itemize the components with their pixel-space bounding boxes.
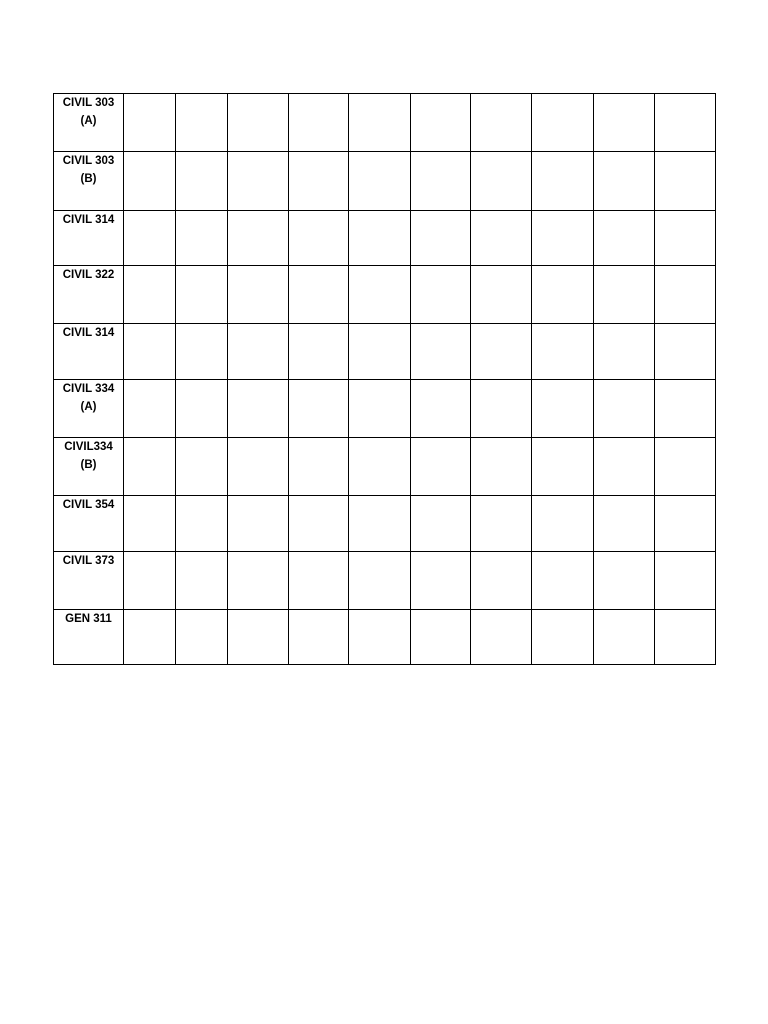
empty-cell bbox=[411, 496, 471, 552]
empty-cell bbox=[349, 266, 411, 324]
empty-cell bbox=[411, 552, 471, 610]
empty-cell bbox=[176, 324, 228, 380]
table-row bbox=[54, 610, 716, 665]
empty-cell bbox=[471, 380, 532, 438]
empty-cell bbox=[228, 211, 289, 266]
empty-cell bbox=[532, 324, 594, 380]
course-label: CIVIL 373 bbox=[62, 555, 115, 567]
empty-cell bbox=[411, 94, 471, 152]
empty-cell bbox=[532, 94, 594, 152]
empty-cell bbox=[471, 94, 532, 152]
empty-cell bbox=[124, 211, 176, 266]
empty-cell bbox=[289, 380, 349, 438]
row-label-cell bbox=[54, 496, 124, 552]
empty-cell bbox=[411, 324, 471, 380]
empty-cell bbox=[289, 552, 349, 610]
empty-cell bbox=[532, 380, 594, 438]
empty-cell bbox=[349, 94, 411, 152]
empty-cell bbox=[176, 380, 228, 438]
row-label-cell bbox=[54, 610, 124, 665]
empty-cell bbox=[289, 324, 349, 380]
empty-cell bbox=[594, 324, 655, 380]
table-row bbox=[54, 438, 716, 496]
empty-cell bbox=[349, 152, 411, 211]
course-label: CIVIL 334 (A) bbox=[62, 383, 115, 413]
empty-cell bbox=[594, 438, 655, 496]
empty-cell bbox=[594, 496, 655, 552]
table-row bbox=[54, 552, 716, 610]
empty-cell bbox=[124, 266, 176, 324]
empty-cell bbox=[655, 94, 716, 152]
row-label-cell bbox=[54, 211, 124, 266]
empty-cell bbox=[124, 324, 176, 380]
empty-cell bbox=[471, 324, 532, 380]
empty-cell bbox=[349, 324, 411, 380]
table-row bbox=[54, 94, 716, 152]
empty-cell bbox=[532, 610, 594, 665]
empty-cell bbox=[471, 266, 532, 324]
empty-cell bbox=[228, 324, 289, 380]
empty-cell bbox=[471, 438, 532, 496]
empty-cell bbox=[471, 552, 532, 610]
empty-cell bbox=[228, 380, 289, 438]
empty-cell bbox=[594, 211, 655, 266]
table-row bbox=[54, 496, 716, 552]
empty-cell bbox=[176, 266, 228, 324]
empty-cell bbox=[471, 211, 532, 266]
empty-cell bbox=[532, 266, 594, 324]
empty-cell bbox=[594, 610, 655, 665]
empty-cell bbox=[532, 496, 594, 552]
empty-cell bbox=[228, 94, 289, 152]
empty-cell bbox=[228, 552, 289, 610]
empty-cell bbox=[176, 552, 228, 610]
empty-cell bbox=[349, 496, 411, 552]
row-label-cell bbox=[54, 94, 124, 152]
table-row bbox=[54, 324, 716, 380]
course-label: CIVIL 322 bbox=[62, 269, 115, 281]
course-schedule-table bbox=[53, 93, 716, 665]
empty-cell bbox=[655, 266, 716, 324]
empty-cell bbox=[228, 610, 289, 665]
empty-cell bbox=[176, 152, 228, 211]
empty-cell bbox=[349, 610, 411, 665]
table-row bbox=[54, 380, 716, 438]
empty-cell bbox=[411, 438, 471, 496]
empty-cell bbox=[289, 266, 349, 324]
course-label: CIVIL334 (B) bbox=[64, 441, 113, 471]
empty-cell bbox=[124, 438, 176, 496]
empty-cell bbox=[289, 496, 349, 552]
row-label-cell bbox=[54, 438, 124, 496]
course-label: CIVIL 354 bbox=[62, 499, 115, 511]
empty-cell bbox=[594, 152, 655, 211]
table-row bbox=[54, 266, 716, 324]
empty-cell bbox=[655, 610, 716, 665]
empty-cell bbox=[289, 94, 349, 152]
empty-cell bbox=[176, 211, 228, 266]
empty-cell bbox=[411, 266, 471, 324]
empty-cell bbox=[124, 152, 176, 211]
empty-cell bbox=[594, 552, 655, 610]
empty-cell bbox=[655, 552, 716, 610]
row-label-cell bbox=[54, 380, 124, 438]
empty-cell bbox=[289, 438, 349, 496]
course-label: CIVIL 303 (A) bbox=[62, 97, 115, 127]
empty-cell bbox=[349, 211, 411, 266]
course-label: CIVIL 303 (B) bbox=[62, 155, 115, 185]
empty-cell bbox=[176, 94, 228, 152]
empty-cell bbox=[124, 94, 176, 152]
empty-cell bbox=[411, 610, 471, 665]
empty-cell bbox=[532, 211, 594, 266]
empty-cell bbox=[349, 438, 411, 496]
course-label: CIVIL 314 bbox=[62, 214, 115, 226]
table-body bbox=[54, 94, 716, 665]
empty-cell bbox=[176, 496, 228, 552]
empty-cell bbox=[532, 552, 594, 610]
empty-cell bbox=[655, 496, 716, 552]
table-row bbox=[54, 152, 716, 211]
table-row bbox=[54, 211, 716, 266]
row-label-cell bbox=[54, 552, 124, 610]
empty-cell bbox=[532, 152, 594, 211]
empty-cell bbox=[471, 152, 532, 211]
row-label-cell bbox=[54, 266, 124, 324]
empty-cell bbox=[228, 152, 289, 211]
empty-cell bbox=[655, 324, 716, 380]
empty-cell bbox=[594, 380, 655, 438]
empty-cell bbox=[594, 266, 655, 324]
empty-cell bbox=[349, 380, 411, 438]
empty-cell bbox=[471, 610, 532, 665]
row-label-cell bbox=[54, 152, 124, 211]
empty-cell bbox=[289, 610, 349, 665]
course-label: GEN 311 bbox=[65, 613, 112, 625]
course-label: CIVIL 314 bbox=[62, 327, 115, 339]
empty-cell bbox=[289, 211, 349, 266]
empty-cell bbox=[471, 496, 532, 552]
empty-cell bbox=[411, 380, 471, 438]
empty-cell bbox=[124, 380, 176, 438]
empty-cell bbox=[124, 552, 176, 610]
row-label-cell bbox=[54, 324, 124, 380]
empty-cell bbox=[655, 380, 716, 438]
empty-cell bbox=[655, 152, 716, 211]
empty-cell bbox=[176, 438, 228, 496]
empty-cell bbox=[411, 152, 471, 211]
empty-cell bbox=[289, 152, 349, 211]
empty-cell bbox=[228, 438, 289, 496]
empty-cell bbox=[655, 438, 716, 496]
empty-cell bbox=[124, 496, 176, 552]
empty-cell bbox=[124, 610, 176, 665]
empty-cell bbox=[411, 211, 471, 266]
empty-cell bbox=[228, 496, 289, 552]
empty-cell bbox=[176, 610, 228, 665]
empty-cell bbox=[532, 438, 594, 496]
empty-cell bbox=[655, 211, 716, 266]
empty-cell bbox=[349, 552, 411, 610]
empty-cell bbox=[594, 94, 655, 152]
empty-cell bbox=[228, 266, 289, 324]
